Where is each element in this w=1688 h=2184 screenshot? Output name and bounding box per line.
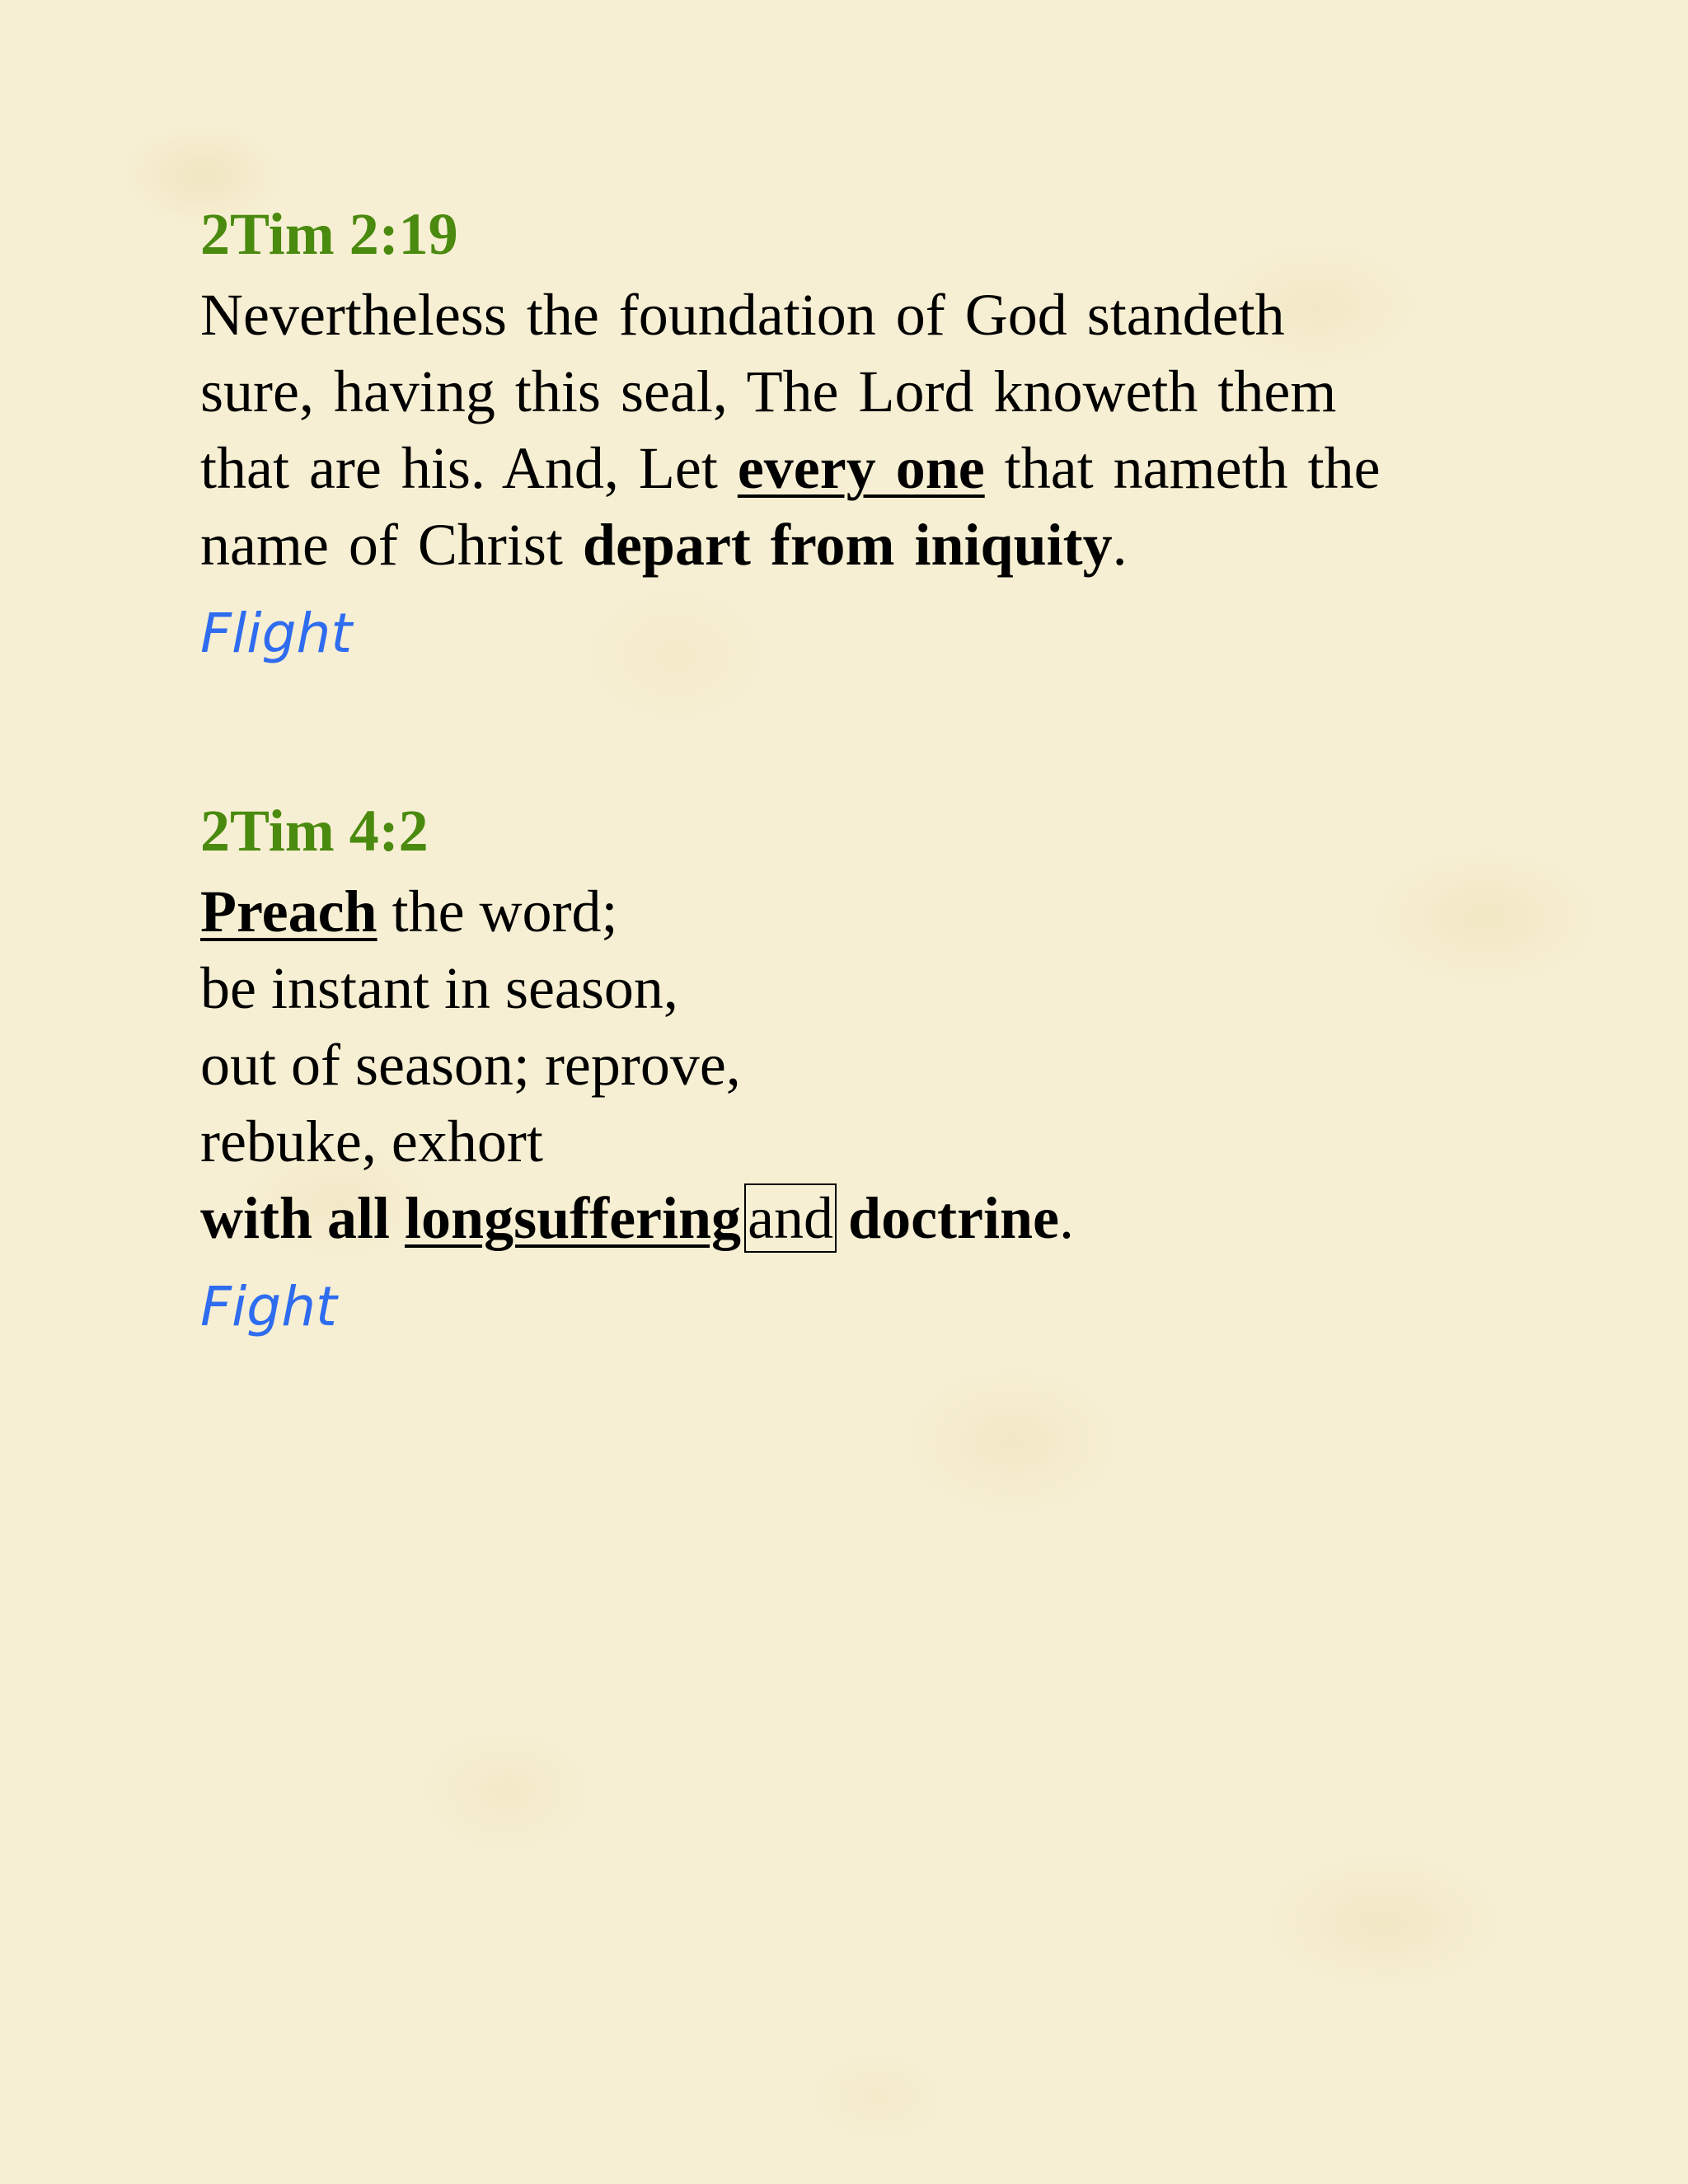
verse-line — [200, 950, 1519, 1027]
document-page — [200, 198, 1519, 1352]
verse-text-segment: Nevertheless the foundation of God standeth — [200, 282, 1285, 348]
verse-line — [200, 507, 1519, 583]
verse-text — [200, 277, 1519, 583]
emphasis-underlined: every one — [737, 435, 985, 501]
passage-2tim-2-19 — [200, 198, 1519, 679]
verse-line — [200, 430, 1519, 507]
verse-text-segment: . — [1112, 512, 1128, 578]
verse-line — [200, 277, 1519, 354]
verse-line — [200, 874, 1519, 950]
verse-text-segment: that nameth the — [984, 435, 1381, 501]
verse-text-segment: be instant in season, — [200, 955, 678, 1021]
verse-text — [200, 874, 1519, 1257]
verse-text-segment: that are his. And, Let — [200, 435, 738, 501]
annotation-note: Fight — [200, 1275, 337, 1338]
emphasis-underlined: Preach — [200, 879, 377, 944]
verse-text-segment: name of Christ — [200, 512, 583, 578]
verse-text-segment: out of season; reprove, — [200, 1032, 741, 1098]
verse-text-segment: sure, having this seal, The Lord knoweth them — [200, 359, 1337, 424]
verse-text-segment: . — [1058, 1185, 1074, 1251]
verse-reference: 2Tim 2:19 — [200, 201, 458, 267]
verse-text-segment: the word; — [377, 879, 618, 944]
passage-2tim-4-2 — [200, 794, 1519, 1352]
verse-line — [200, 354, 1519, 430]
verse-line — [200, 1104, 1519, 1180]
emphasis-underlined: longsuffering — [405, 1185, 742, 1251]
emphasis-bold: with all — [200, 1185, 406, 1251]
verse-line — [200, 1180, 1519, 1257]
annotation-note: Flight — [200, 602, 353, 665]
emphasis-bold: depart from iniquity — [582, 512, 1113, 578]
verse-reference: 2Tim 4:2 — [200, 798, 429, 864]
emphasis-bold: doctrine — [848, 1185, 1059, 1251]
verse-text-segment: rebuke, exhort — [200, 1108, 543, 1174]
boxed-word: and — [744, 1183, 837, 1253]
verse-line — [200, 1027, 1519, 1104]
